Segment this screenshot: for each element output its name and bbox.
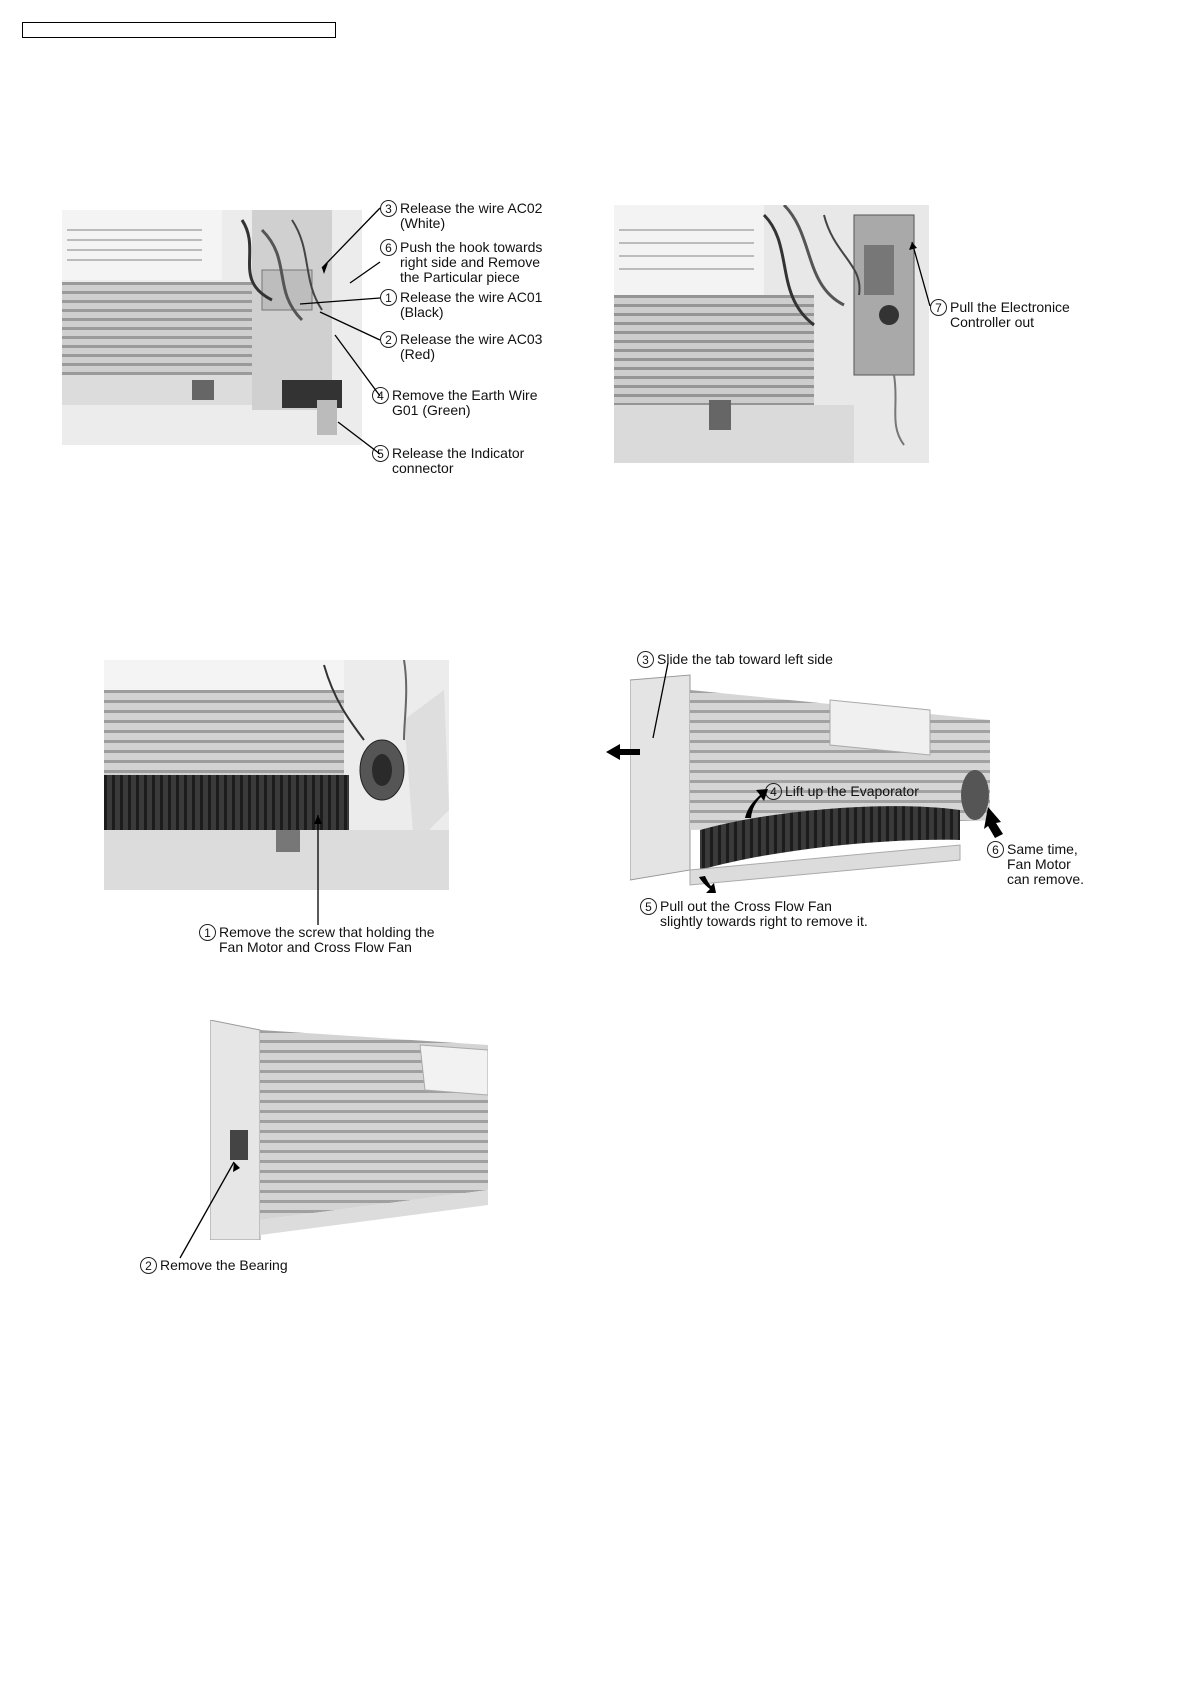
callout-lift-evaporator: 4 Lift up the Evaporator	[765, 784, 919, 800]
step-number-badge: 5	[372, 445, 389, 462]
callout-release-wire-ac01: 1 Release the wire AC01 (Black)	[380, 290, 542, 320]
callout-pull-electronic-controller: 7 Pull the Electronice Controller out	[930, 300, 1070, 330]
callout-release-wire-ac02: 3 Release the wire AC02 (White)	[380, 201, 542, 231]
photo-evaporator-lift	[630, 660, 995, 895]
header-box	[22, 22, 336, 38]
step-number-badge: 6	[987, 841, 1004, 858]
step-number-badge: 4	[765, 783, 782, 800]
callout-remove-screw: 1 Remove the screw that holding the Fan Motor and Cross Flow Fan	[199, 925, 435, 955]
callout-release-wire-ac03: 2 Release the wire AC03 (Red)	[380, 332, 542, 362]
step-number-badge: 4	[372, 387, 389, 404]
step-number-badge: 3	[380, 200, 397, 217]
callout-fan-motor-remove: 6 Same time, Fan Motor can remove.	[987, 842, 1084, 887]
step-number-badge: 3	[637, 651, 654, 668]
photo-bearing	[210, 1020, 488, 1240]
callout-pull-cross-flow-fan: 5 Pull out the Cross Flow Fan slightly towards right to remove it.	[640, 899, 868, 929]
photo-electronic-controller	[614, 205, 929, 463]
callout-remove-bearing: 2 Remove the Bearing	[140, 1258, 288, 1274]
callout-release-indicator-connector: 5 Release the Indicator connector	[372, 446, 524, 476]
step-number-badge: 6	[380, 239, 397, 256]
step-number-badge: 2	[140, 1257, 157, 1274]
step-number-badge: 1	[199, 924, 216, 941]
photo-fan-motor-screw	[104, 660, 449, 890]
step-number-badge: 5	[640, 898, 657, 915]
photo-control-box-wiring	[62, 210, 362, 445]
step-number-badge: 1	[380, 289, 397, 306]
callout-push-hook: 6 Push the hook towards right side and Remove the Particular piece	[380, 240, 542, 285]
step-number-badge: 7	[930, 299, 947, 316]
step-number-badge: 2	[380, 331, 397, 348]
callout-slide-tab: 3 Slide the tab toward left side	[637, 652, 833, 668]
callout-remove-earth-wire: 4 Remove the Earth Wire G01 (Green)	[372, 388, 538, 418]
